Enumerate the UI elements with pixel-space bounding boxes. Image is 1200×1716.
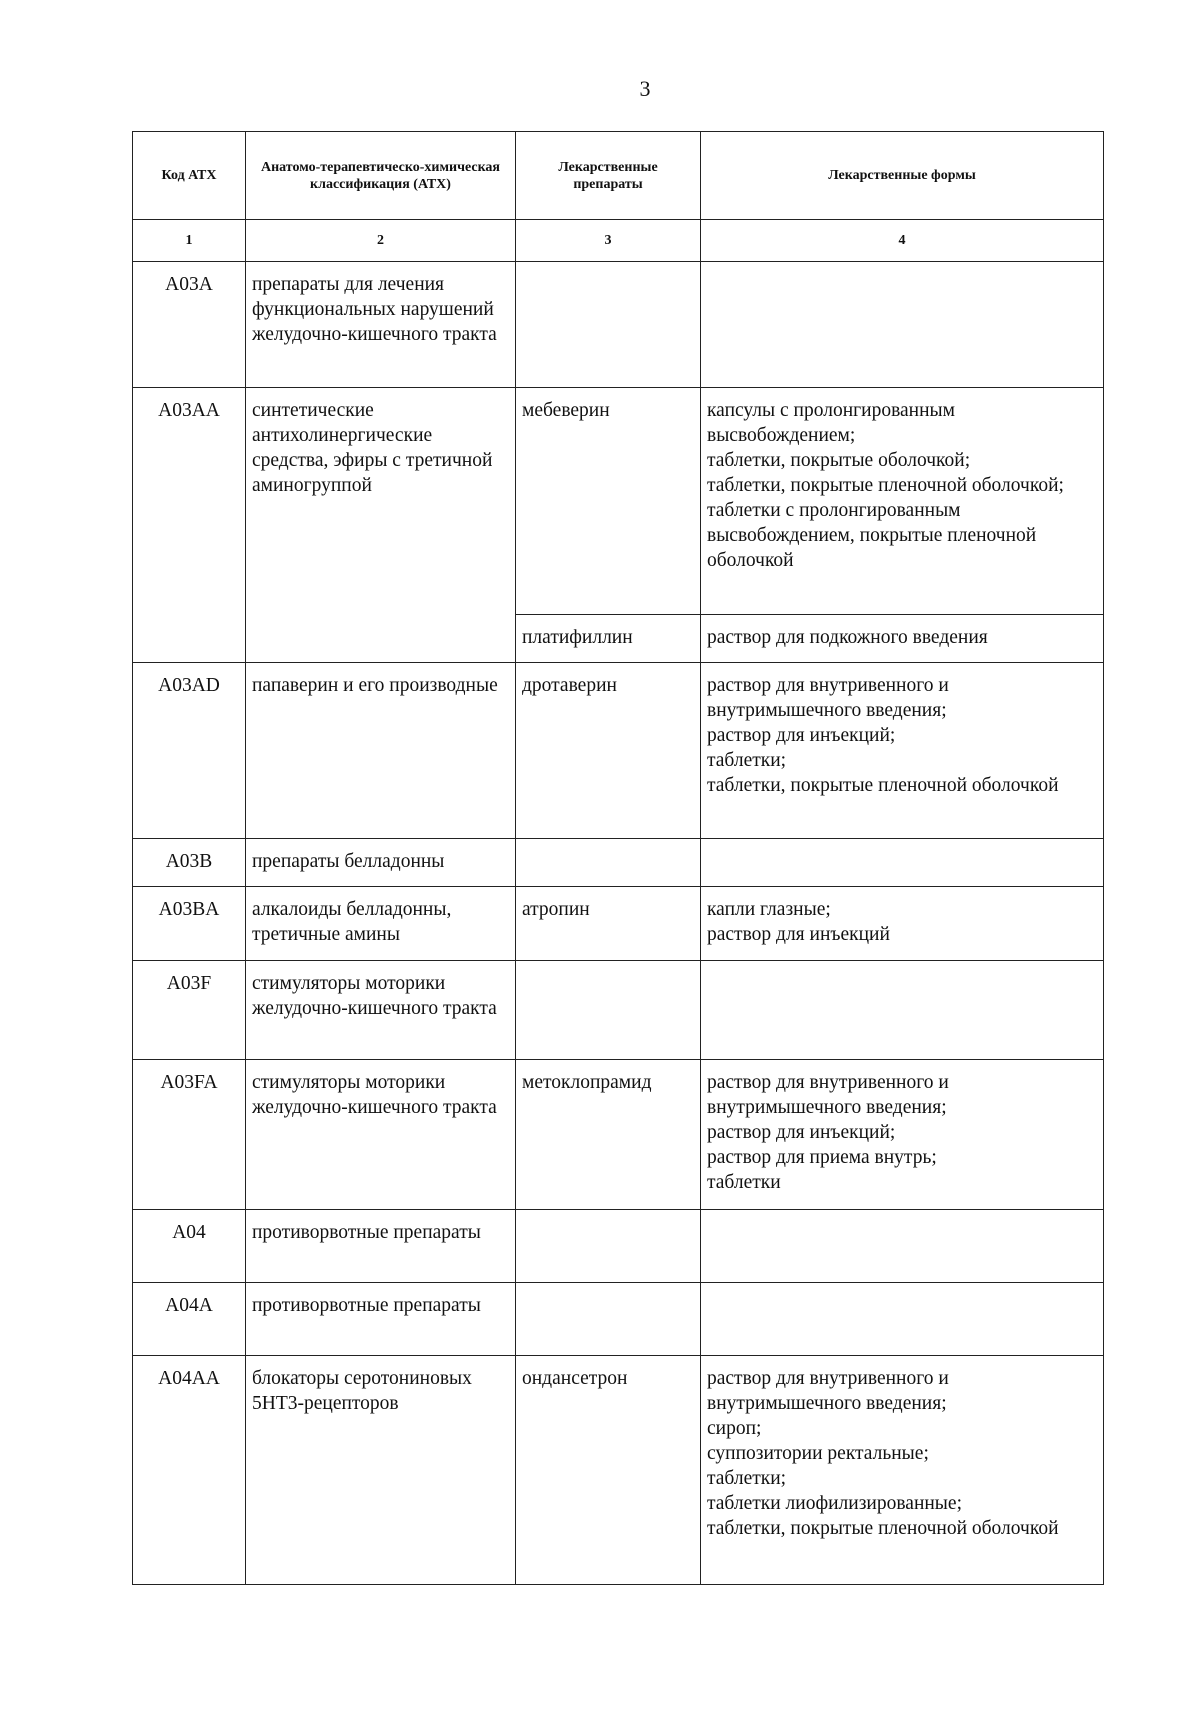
table-header-row (133, 132, 1104, 220)
dosage-forms (701, 262, 1104, 388)
table-row (133, 839, 1104, 887)
atc-code: A03FA (133, 1060, 246, 1210)
dosage-forms: раствор для внутривенного и внутримышечного введения; сироп; суппозитории ректальные; таблетки; таблетки лиофилизированные; таблетки, покрытые пленочной оболочкой (701, 1356, 1104, 1585)
atc-drug-table (132, 131, 1104, 1585)
atc-classification: препараты белладонны (246, 839, 516, 887)
atc-classification: стимуляторы моторики желудочно-кишечного тракта (246, 1060, 516, 1210)
atc-classification: синтетические антихолинергические средства, эфиры с третичной аминогруппой (246, 388, 516, 663)
table-row (133, 887, 1104, 961)
dosage-forms (701, 839, 1104, 887)
atc-classification: препараты для лечения функциональных нарушений желудочно-кишечного тракта (246, 262, 516, 388)
column-number-row (133, 220, 1104, 262)
atc-classification: противорвотные препараты (246, 1283, 516, 1356)
drug-name (516, 1283, 701, 1356)
atc-code: A03AA (133, 388, 246, 663)
drug-name: платифиллин (516, 615, 701, 663)
dosage-forms (701, 961, 1104, 1060)
column-number: 3 (516, 220, 701, 262)
table-row (133, 1210, 1104, 1283)
drug-name (516, 961, 701, 1060)
atc-code: A03F (133, 961, 246, 1060)
table-row (133, 1283, 1104, 1356)
dosage-forms: капсулы с пролонгированным высвобождением; таблетки, покрытые оболочкой; таблетки, покрытые пленочной оболочкой; таблетки с пролонгированным высвобождением, покрытые пленочной оболочкой (701, 388, 1104, 615)
atc-code: A04A (133, 1283, 246, 1356)
header-classification: Анатомо-терапевтическо-химическая классификация (АТХ) (246, 132, 516, 220)
atc-classification: противорвотные препараты (246, 1210, 516, 1283)
dosage-forms (701, 1283, 1104, 1356)
dosage-forms (701, 1210, 1104, 1283)
column-number: 1 (133, 220, 246, 262)
atc-classification: алкалоиды белладонны, третичные амины (246, 887, 516, 961)
atc-code: A04 (133, 1210, 246, 1283)
atc-classification: папаверин и его производные (246, 663, 516, 839)
drug-name (516, 262, 701, 388)
table-row (133, 1356, 1104, 1585)
table-row (133, 663, 1104, 839)
table-row (133, 262, 1104, 388)
atc-classification: стимуляторы моторики желудочно-кишечного тракта (246, 961, 516, 1060)
dosage-forms: капли глазные; раствор для инъекций (701, 887, 1104, 961)
column-number: 2 (246, 220, 516, 262)
dosage-forms: раствор для внутривенного и внутримышечного введения; раствор для инъекций; таблетки; таблетки, покрытые пленочной оболочкой (701, 663, 1104, 839)
atc-code: A03BA (133, 887, 246, 961)
drug-name: дротаверин (516, 663, 701, 839)
drug-name: атропин (516, 887, 701, 961)
atc-code: A03A (133, 262, 246, 388)
dosage-forms: раствор для внутривенного и внутримышечного введения; раствор для инъекций; раствор для приема внутрь; таблетки (701, 1060, 1104, 1210)
column-number: 4 (701, 220, 1104, 262)
drug-name: ондансетрон (516, 1356, 701, 1585)
header-atc-code: Код АТХ (133, 132, 246, 220)
atc-code: A03AD (133, 663, 246, 839)
dosage-forms: раствор для подкожного введения (701, 615, 1104, 663)
page-number: 3 (639, 76, 651, 101)
atc-classification: блокаторы серотониновых 5HT3-рецепторов (246, 1356, 516, 1585)
drug-name (516, 1210, 701, 1283)
drug-name: метоклопрамид (516, 1060, 701, 1210)
header-drugs: Лекарственные препараты (516, 132, 701, 220)
drug-name: мебеверин (516, 388, 701, 615)
table-row (133, 1060, 1104, 1210)
table-row (133, 388, 1104, 615)
atc-code: A04AA (133, 1356, 246, 1585)
table-row (133, 961, 1104, 1060)
drug-name (516, 839, 701, 887)
atc-code: A03B (133, 839, 246, 887)
header-dosage-forms: Лекарственные формы (701, 132, 1104, 220)
